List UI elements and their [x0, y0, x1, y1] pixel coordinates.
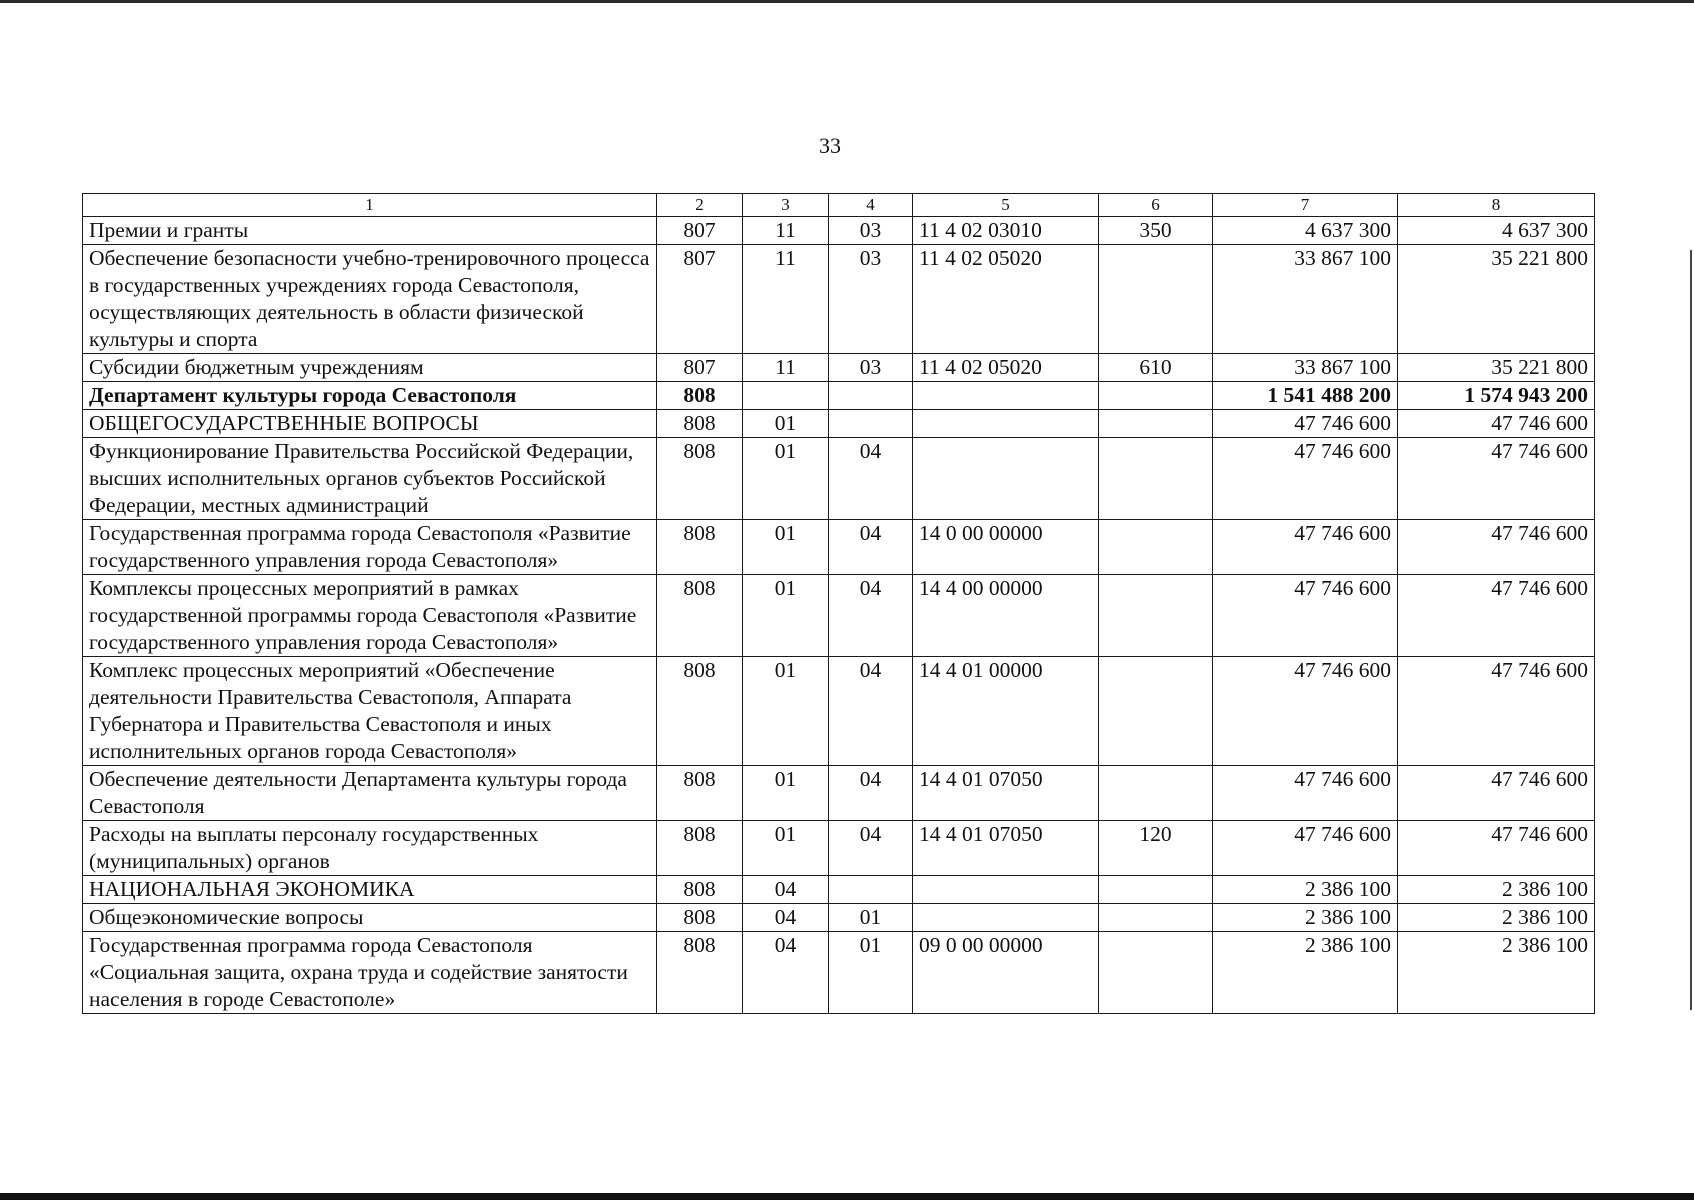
row-name: Субсидии бюджетным учреждениям	[83, 354, 657, 382]
table-row	[83, 821, 1595, 876]
target-article: 14 4 01 00000	[913, 657, 1099, 766]
ministry-code: 807	[657, 354, 743, 382]
section-code: 01	[743, 657, 829, 766]
target-article: 11 4 02 05020	[913, 354, 1099, 382]
row-name: Государственная программа города Севастополя «Социальная защита, охрана труда и содействие занятости населения в городе Севастополе»	[83, 932, 657, 1014]
subsection-code: 04	[829, 766, 913, 821]
row-name: Премии и гранты	[83, 217, 657, 245]
ministry-code: 808	[657, 932, 743, 1014]
target-article	[913, 382, 1099, 410]
amount-year-1: 47 746 600	[1213, 575, 1398, 657]
ministry-code: 808	[657, 575, 743, 657]
header-cell: 5	[913, 194, 1099, 217]
target-article	[913, 410, 1099, 438]
subsection-code: 04	[829, 520, 913, 575]
amount-year-1: 47 746 600	[1213, 520, 1398, 575]
row-name: Общеэкономические вопросы	[83, 904, 657, 932]
target-article: 11 4 02 05020	[913, 245, 1099, 354]
subsection-code: 04	[829, 821, 913, 876]
header-cell: 7	[1213, 194, 1398, 217]
header-row	[83, 194, 1595, 217]
row-name: Функционирование Правительства Российской Федерации, высших исполнительных органов субъектов Российской Федерации, местных администраций	[83, 438, 657, 520]
table-row	[83, 904, 1595, 932]
scan-bottom-edge	[0, 1193, 1694, 1200]
expense-type	[1099, 575, 1213, 657]
amount-year-1: 47 746 600	[1213, 766, 1398, 821]
section-code: 01	[743, 575, 829, 657]
target-article	[913, 904, 1099, 932]
expense-type	[1099, 876, 1213, 904]
section-code: 01	[743, 520, 829, 575]
amount-year-2: 4 637 300	[1398, 217, 1595, 245]
table-row	[83, 438, 1595, 520]
ministry-code: 808	[657, 520, 743, 575]
table-row	[83, 876, 1595, 904]
row-name: Департамент культуры города Севастополя	[83, 382, 657, 410]
amount-year-1: 1 541 488 200	[1213, 382, 1398, 410]
ministry-code: 807	[657, 245, 743, 354]
subsection-code: 04	[829, 657, 913, 766]
section-code: 01	[743, 410, 829, 438]
amount-year-1: 47 746 600	[1213, 821, 1398, 876]
subsection-code	[829, 876, 913, 904]
expense-type	[1099, 520, 1213, 575]
row-name: ОБЩЕГОСУДАРСТВЕННЫЕ ВОПРОСЫ	[83, 410, 657, 438]
amount-year-2: 47 746 600	[1398, 575, 1595, 657]
row-name: Обеспечение деятельности Департамента культуры города Севастополя	[83, 766, 657, 821]
target-article: 09 0 00 00000	[913, 932, 1099, 1014]
section-code: 04	[743, 876, 829, 904]
table-row	[83, 382, 1595, 410]
amount-year-2: 47 746 600	[1398, 766, 1595, 821]
amount-year-2: 2 386 100	[1398, 904, 1595, 932]
expense-type	[1099, 382, 1213, 410]
amount-year-2: 2 386 100	[1398, 932, 1595, 1014]
subsection-code: 03	[829, 217, 913, 245]
table-row	[83, 245, 1595, 354]
subsection-code	[829, 410, 913, 438]
ministry-code: 808	[657, 821, 743, 876]
ministry-code: 808	[657, 657, 743, 766]
amount-year-2: 1 574 943 200	[1398, 382, 1595, 410]
section-code: 01	[743, 821, 829, 876]
subsection-code: 01	[829, 904, 913, 932]
subsection-code	[829, 382, 913, 410]
header-cell: 2	[657, 194, 743, 217]
amount-year-1: 2 386 100	[1213, 876, 1398, 904]
section-code	[743, 382, 829, 410]
table-body	[83, 217, 1595, 1014]
subsection-code: 03	[829, 354, 913, 382]
expense-type	[1099, 410, 1213, 438]
page-number: 33	[819, 133, 841, 158]
amount-year-1: 2 386 100	[1213, 904, 1398, 932]
table-row	[83, 217, 1595, 245]
target-article: 14 4 01 07050	[913, 766, 1099, 821]
expense-type: 120	[1099, 821, 1213, 876]
ministry-code: 808	[657, 766, 743, 821]
target-article: 14 0 00 00000	[913, 520, 1099, 575]
row-name: Комплекс процессных мероприятий «Обеспечение деятельности Правительства Севастополя, Аппарата Губернатора и Правительства Севастополя и иных исполнительных органов города Севастополя»	[83, 657, 657, 766]
expense-type	[1099, 766, 1213, 821]
target-article: 11 4 02 03010	[913, 217, 1099, 245]
ministry-code: 808	[657, 904, 743, 932]
ministry-code: 808	[657, 876, 743, 904]
section-code: 01	[743, 438, 829, 520]
target-article	[913, 876, 1099, 904]
section-code: 11	[743, 354, 829, 382]
header-cell: 6	[1099, 194, 1213, 217]
scan-right-edge	[1690, 250, 1692, 1010]
row-name: НАЦИОНАЛЬНАЯ ЭКОНОМИКА	[83, 876, 657, 904]
header-cell: 3	[743, 194, 829, 217]
target-article: 14 4 01 07050	[913, 821, 1099, 876]
row-name: Комплексы процессных мероприятий в рамках государственной программы города Севастополя «Развитие государственного управления города Севастополя»	[83, 575, 657, 657]
expense-type	[1099, 904, 1213, 932]
budget-table	[82, 193, 1595, 1014]
header-cell: 1	[83, 194, 657, 217]
ministry-code: 808	[657, 410, 743, 438]
table-row	[83, 410, 1595, 438]
subsection-code: 04	[829, 438, 913, 520]
expense-type	[1099, 657, 1213, 766]
table-row	[83, 932, 1595, 1014]
section-code: 04	[743, 932, 829, 1014]
row-name: Государственная программа города Севастополя «Развитие государственного управления города Севастополя»	[83, 520, 657, 575]
target-article: 14 4 00 00000	[913, 575, 1099, 657]
amount-year-1: 33 867 100	[1213, 245, 1398, 354]
amount-year-1: 4 637 300	[1213, 217, 1398, 245]
amount-year-2: 47 746 600	[1398, 410, 1595, 438]
amount-year-2: 47 746 600	[1398, 520, 1595, 575]
header-cell: 4	[829, 194, 913, 217]
subsection-code: 01	[829, 932, 913, 1014]
table-row	[83, 766, 1595, 821]
table-row	[83, 354, 1595, 382]
header-cell: 8	[1398, 194, 1595, 217]
expense-type	[1099, 932, 1213, 1014]
amount-year-2: 35 221 800	[1398, 245, 1595, 354]
amount-year-1: 47 746 600	[1213, 657, 1398, 766]
amount-year-2: 35 221 800	[1398, 354, 1595, 382]
ministry-code: 808	[657, 382, 743, 410]
amount-year-1: 2 386 100	[1213, 932, 1398, 1014]
expense-type	[1099, 438, 1213, 520]
ministry-code: 808	[657, 438, 743, 520]
amount-year-1: 47 746 600	[1213, 410, 1398, 438]
amount-year-1: 33 867 100	[1213, 354, 1398, 382]
target-article	[913, 438, 1099, 520]
section-code: 11	[743, 217, 829, 245]
amount-year-1: 47 746 600	[1213, 438, 1398, 520]
ministry-code: 807	[657, 217, 743, 245]
expense-type	[1099, 245, 1213, 354]
section-code: 04	[743, 904, 829, 932]
subsection-code: 04	[829, 575, 913, 657]
row-name: Расходы на выплаты персоналу государственных (муниципальных) органов	[83, 821, 657, 876]
amount-year-2: 47 746 600	[1398, 438, 1595, 520]
section-code: 01	[743, 766, 829, 821]
row-name: Обеспечение безопасности учебно-тренировочного процесса в государственных учреждениях города Севастополя, осуществляющих деятельность в области физической культуры и спорта	[83, 245, 657, 354]
section-code: 11	[743, 245, 829, 354]
amount-year-2: 47 746 600	[1398, 657, 1595, 766]
table-row	[83, 520, 1595, 575]
expense-type: 350	[1099, 217, 1213, 245]
amount-year-2: 2 386 100	[1398, 876, 1595, 904]
scan-top-edge	[0, 0, 1694, 3]
amount-year-2: 47 746 600	[1398, 821, 1595, 876]
table-row	[83, 657, 1595, 766]
subsection-code: 03	[829, 245, 913, 354]
expense-type: 610	[1099, 354, 1213, 382]
table-row	[83, 575, 1595, 657]
